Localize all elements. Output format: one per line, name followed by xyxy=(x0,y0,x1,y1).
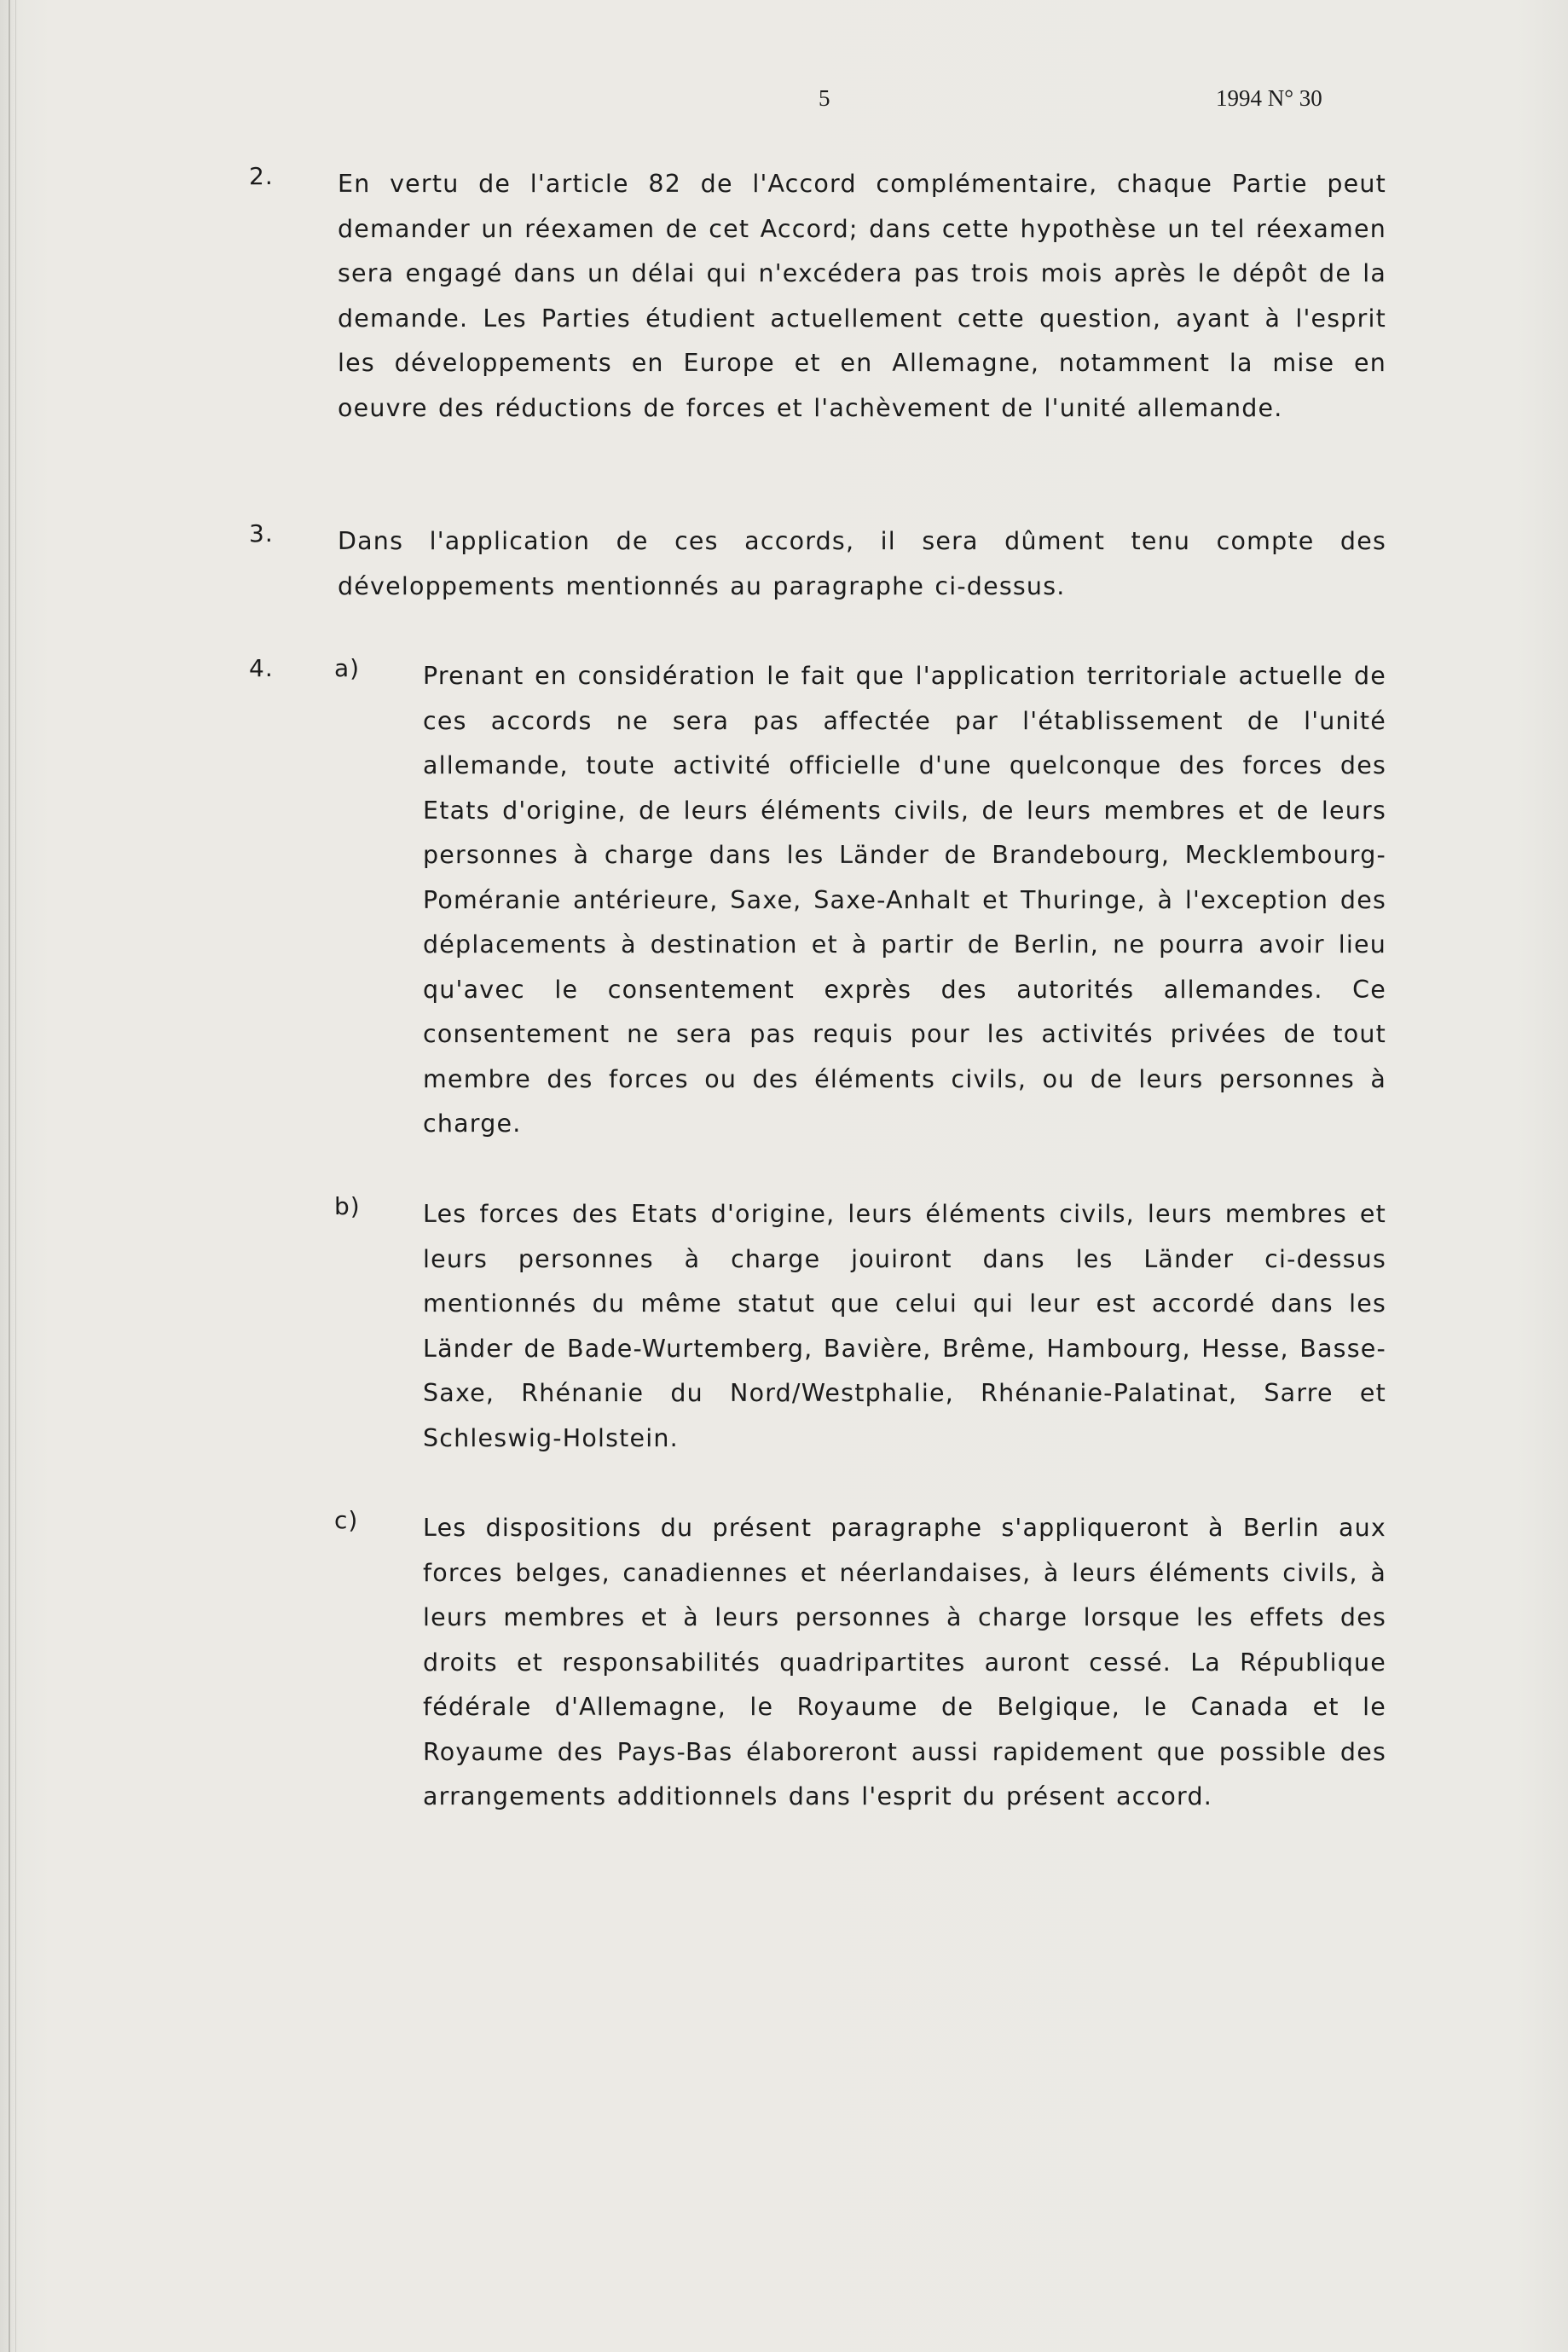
page-number: 5 xyxy=(819,85,830,111)
subitem-label: a) xyxy=(334,654,361,682)
binding-edge xyxy=(9,0,10,2352)
subitem-label: c) xyxy=(334,1506,359,1534)
paragraph-3: Dans l'application de ces accords, il sera dûment tenu compte des développements mentionnés au paragraphe ci-dessus. xyxy=(338,527,1386,600)
paragraph-2: En vertu de l'article 82 de l'Accord complémentaire, chaque Partie peut demander un réexamen de cet Accord; dans cette hypothèse un tel réexamen sera engagé dans un délai qui n'excédera pas trois mois après le dépôt de la demande. Les Parties étudient actuellement cette question, ayant à l'esprit les développements en Europe et en Allemagne, notamment la mise en oeuvre des réductions de forces et l'achèvement de l'unité allemande. xyxy=(338,170,1386,422)
subitem-label: b) xyxy=(334,1192,361,1220)
paragraph-4a: Prenant en considération le fait que l'application territoriale actuelle de ces accords ne sera pas affectée par l'établissement de l'unité allemande, toute activité officielle d'une quelconque des forces des Etats d'origine, de leurs éléments civils, de leurs membres et de leurs personnes à charge dans les Länder de Brandebourg, Mecklembourg-Poméranie antérieure, Saxe, Saxe-Anhalt et Thuringe, à l'exception des déplacements à destination et à partir de Berlin, ne pourra avoir lieu qu'avec le consentement exprès des autorités allemandes. Ce consentement ne sera pas requis pour les activités privées de tout membre des forces ou des éléments civils, ou de leurs personnes à charge. xyxy=(423,662,1386,1138)
document-reference: 1994 N° 30 xyxy=(1216,85,1322,111)
paragraph-4b: Les forces des Etats d'origine, leurs éléments civils, leurs membres et leurs personnes à charge jouiront dans les Länder ci-dessus mentionnés du même statut que celui qui leur est accordé dans les Länder de Bade-Wurtemberg, Bavière, Brême, Hambourg, Hesse, Basse-Saxe, Rhénanie du Nord/Westphalie, Rhénanie-Palatinat, Sarre et Schleswig-Holstein. xyxy=(423,1200,1386,1452)
binding-edge-shadow xyxy=(15,0,16,2352)
paragraph-4c: Les dispositions du présent paragraphe s'appliqueront à Berlin aux forces belges, canadiennes et néerlandaises, à leurs éléments civils, à leurs membres et à leurs personnes à charge lorsque les effets des droits et responsabilités quadripartites auront cessé. La République fédérale d'Allemagne, le Royaume de Belgique, le Canada et le Royaume des Pays-Bas élaboreront aussi rapidement que possible des arrangements additionnels dans l'esprit du présent accord. xyxy=(423,1514,1386,1810)
item-number: 4. xyxy=(249,654,274,682)
item-number: 2. xyxy=(249,162,274,190)
item-number: 3. xyxy=(249,519,274,547)
